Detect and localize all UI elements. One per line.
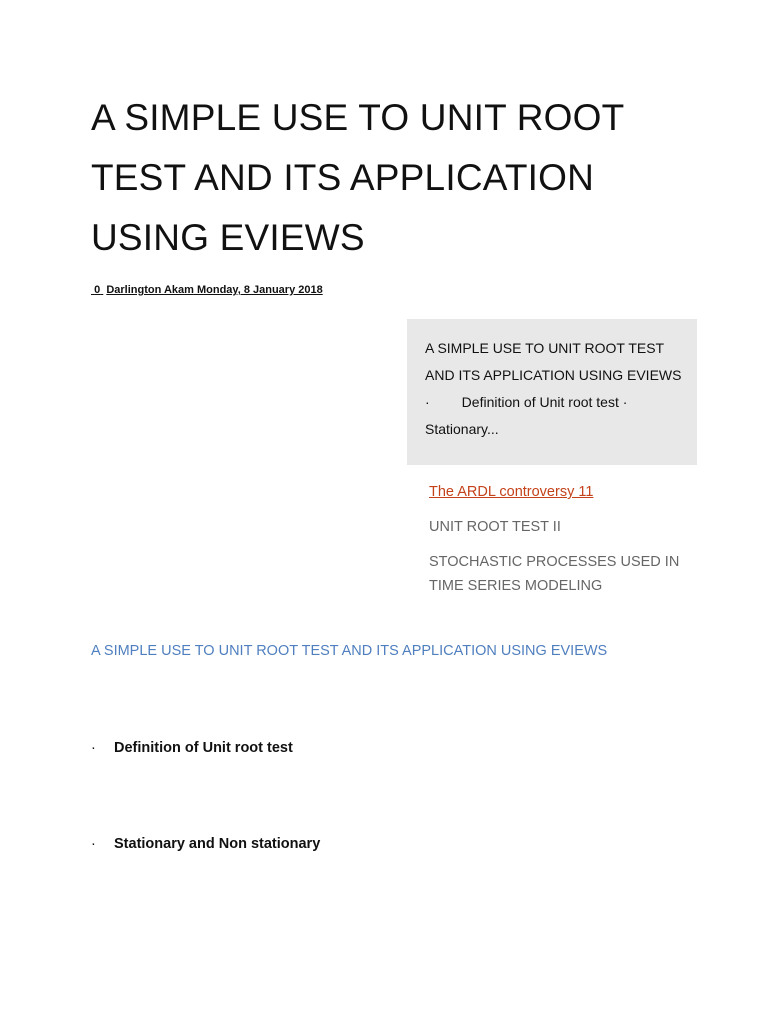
summary-line-3 xyxy=(425,389,679,416)
bullet-item xyxy=(91,836,320,852)
summary-bullet: · xyxy=(425,394,430,410)
title-line-2: TEST AND ITS APPLICATION xyxy=(91,157,595,198)
post-date[interactable]: Monday, 8 January 2018 xyxy=(196,284,323,296)
summary-line-1: A SIMPLE USE TO UNIT ROOT TEST xyxy=(425,340,665,356)
title-line-3: USING EVIEWS xyxy=(91,217,365,258)
summary-line-4: Stationary... xyxy=(425,421,499,437)
section-heading: A SIMPLE USE TO UNIT ROOT TEST AND ITS APPLICATION USING EVIEWS xyxy=(91,643,608,659)
comments-count-link[interactable]: 0 xyxy=(94,284,101,296)
bullet-marker: · xyxy=(91,836,96,852)
related-posts xyxy=(425,480,695,598)
related-post-link[interactable]: The ARDL controversy 11 xyxy=(429,484,594,500)
post-summary-box[interactable] xyxy=(407,319,697,465)
bullet-item xyxy=(91,740,293,756)
title-line-1: A SIMPLE USE TO UNIT ROOT xyxy=(91,97,625,138)
bullet-text: Definition of Unit root test xyxy=(114,740,293,756)
summary-line-3-text: Definition of Unit root test · xyxy=(461,394,628,410)
post-meta xyxy=(91,284,323,296)
bullet-marker: · xyxy=(91,740,96,756)
page-title xyxy=(91,88,651,268)
summary-line-2: AND ITS APPLICATION USING EVIEWS xyxy=(425,367,682,383)
author-link[interactable]: Darlington Akam xyxy=(106,284,194,296)
bullet-text: Stationary and Non stationary xyxy=(114,836,321,852)
related-post-item[interactable]: UNIT ROOT TEST II xyxy=(429,519,561,535)
related-post-item[interactable]: STOCHASTIC PROCESSES USED IN TIME SERIES MODELING xyxy=(429,554,680,594)
